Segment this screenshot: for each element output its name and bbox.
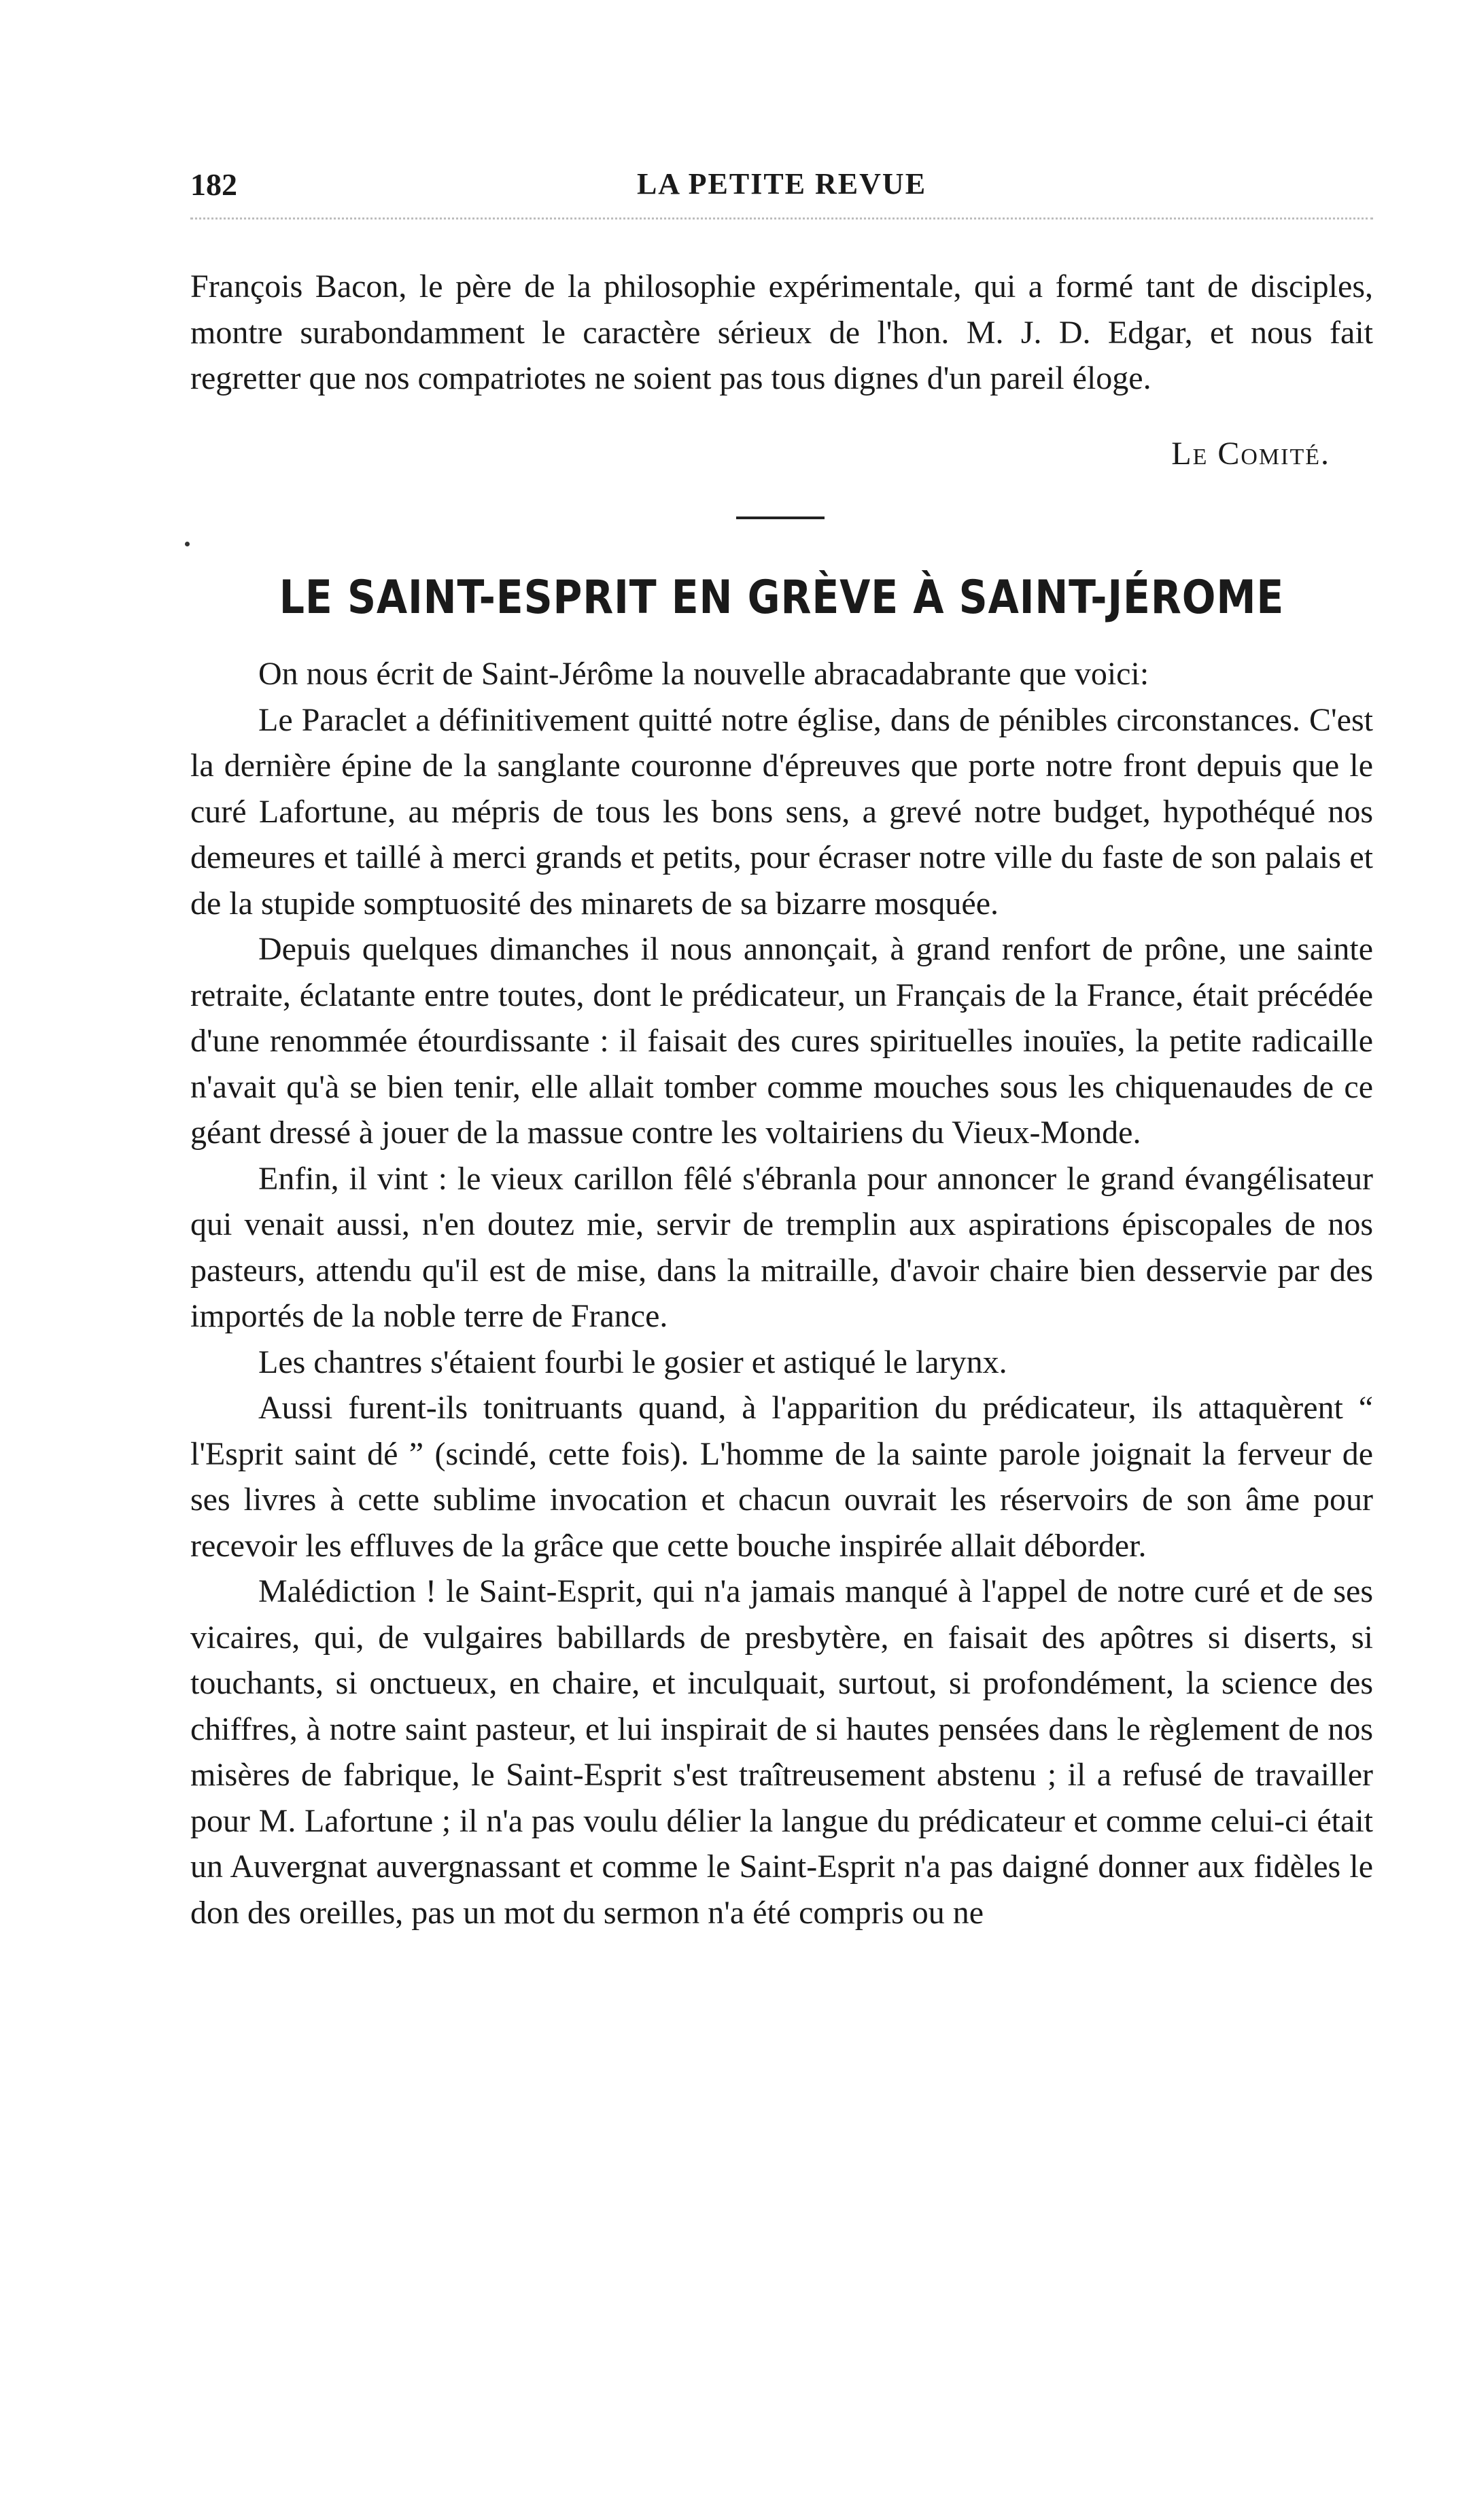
section-divider	[736, 517, 825, 519]
article-paragraph: Depuis quelques dimanches il nous annonçait, à grand renfort de prône, une sainte retraite, éclatante entre toutes, dont le prédicateur, un Français de la France, était précédée d'une renommée étourdissante : il faisait des cures spirituelles inouïes, la petite radicaille n'avait qu'à se bien tenir, elle allait tomber comme mouches sous les chiquenaudes de ce géant dressé à jouer de la massue contre les voltairiens du Vieux-Monde.	[190, 931, 1373, 1151]
page-header	[190, 167, 1373, 207]
intro-paragraph-block	[190, 264, 1373, 402]
article-paragraph: Malédiction ! le Saint-Esprit, qui n'a jamais manqué à l'appel de notre curé et de ses vicaires, qui, de vulgaires babillards de presbytère, en faisait des apôtres si diserts, si touchants, si onctueux, en chaire, et inculquait, surtout, si profondément, la science des chiffres, à notre saint pasteur, et lui inspirait de si hautes pensées dans le règlement de nos misères de fabrique, le Saint-Esprit s'est traîtreusement abstenu ; il a refusé de travailler pour M. Lafortune ; il n'a pas voulu délier la langue du prédicateur et comme celui-ci était un Auvergnat auvergnassant et comme le Saint-Esprit n'a pas daigné donner aux fidèles le don des oreilles, pas un mot du sermon n'a été compris ou ne	[190, 1573, 1373, 1931]
committee-signature: Le Comité.	[1171, 436, 1330, 472]
running-title: LA PETITE REVUE	[636, 167, 927, 200]
header-dotted-rule	[190, 217, 1373, 226]
article-paragraph: Le Paraclet a définitivement quitté notre église, dans de pénibles circonstances. C'est la dernière épine de la sanglante couronne d'épreuves que porte notre front depuis que le curé Lafortune, au mépris de tous les bons sens, a grevé notre budget, hypothéqué nos demeures et taillé à merci grands et petits, pour écraser notre ville du faste de son palais et de la stupide somptuosité des minarets de sa bizarre mosquée.	[190, 701, 1373, 922]
intro-paragraph: François Bacon, le père de la philosophie expérimentale, qui a formé tant de disciples, montre surabondamment le caractère sérieux de l'hon. M. J. D. Edgar, et nous fait regretter que nos compatriotes ne soient pas tous dignes d'un pareil éloge.	[190, 268, 1373, 396]
article-paragraph: Enfin, il vint : le vieux carillon fêlé s'ébranla pour annoncer le grand évangélisateur qui venait aussi, n'en doutez mie, servir de tremplin aux aspirations épiscopales de nos pasteurs, attendu qu'il est de mise, dans la mitraille, d'avoir chaire bien desservie par des importés de la noble terre de France.	[190, 1160, 1373, 1334]
article-paragraph: On nous écrit de Saint-Jérôme la nouvelle abracadabrante que voici:	[258, 656, 1149, 692]
article-body	[190, 651, 1373, 1936]
article-title: LE SAINT-ESPRIT EN GRÈVE À SAINT-JÉROME	[279, 571, 1285, 625]
article-paragraph: Les chantres s'étaient fourbi le gosier et astiqué le larynx.	[258, 1344, 1007, 1380]
article-paragraph: Aussi furent-ils tonitruants quand, à l'apparition du prédicateur, ils attaquèrent “ l'Esprit saint dé ” (scindé, cette fois). L'homme de la sainte parole joignait la ferveur de ses livres à cette sublime invocation et chacun ouvrait les réservoirs de son âme pour recevoir les effluves de la grâce que cette bouche inspirée allait déborder.	[190, 1390, 1373, 1564]
page-number: 182	[190, 167, 237, 202]
ink-speck	[185, 542, 190, 546]
